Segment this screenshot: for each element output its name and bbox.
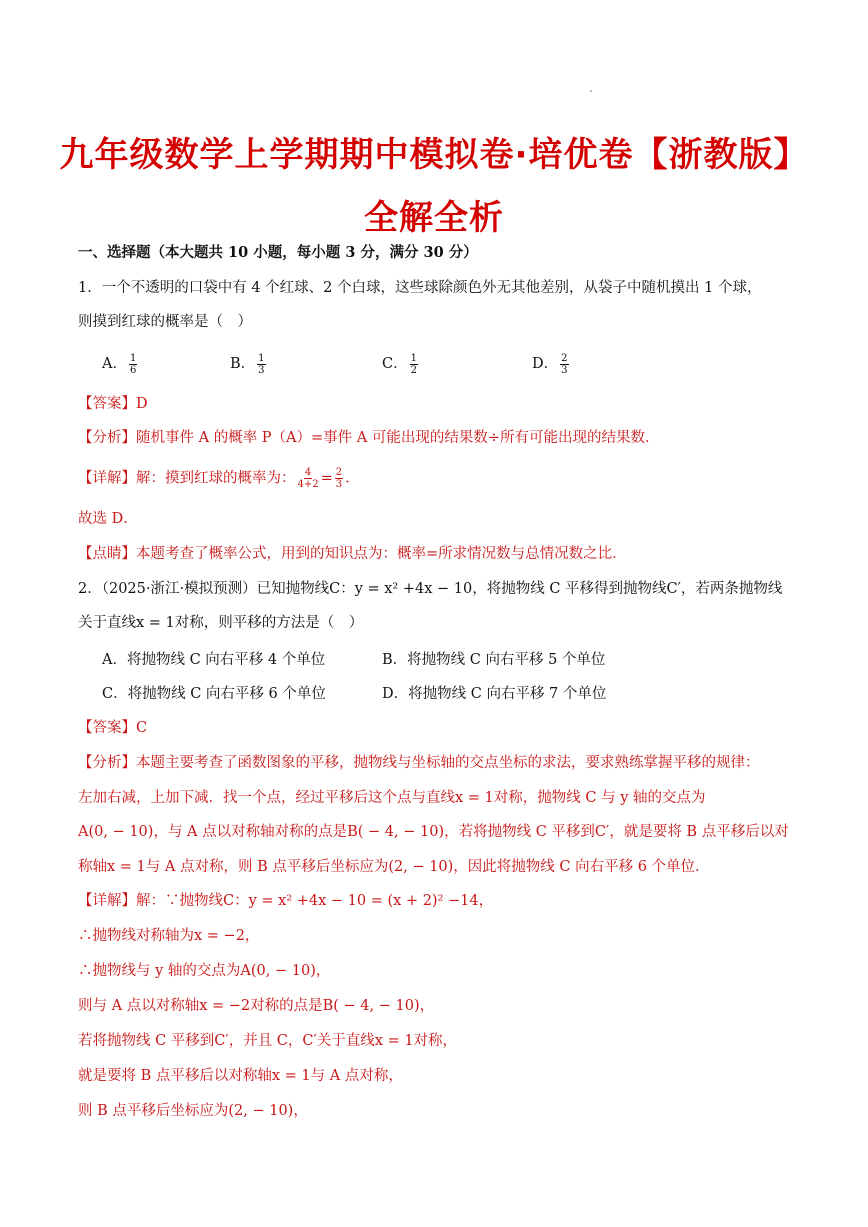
q1-option-b-label: B． [230, 356, 256, 372]
q1-option-d [532, 352, 571, 376]
q1-detail-frac2-den: 3 [335, 479, 343, 490]
q1-choose: 故选 D． [78, 511, 138, 527]
q1-detail-fraction-2 [335, 467, 343, 490]
q2-option-a: A．将抛物线 C 向右平移 4 个单位 [102, 652, 326, 668]
q1-option-b-den: 3 [258, 364, 265, 376]
document-subtitle: 全解全析 [364, 198, 504, 238]
q1-option-a-den: 6 [129, 364, 137, 376]
q2-analysis-line2: 左加右减，上加下减．找一个点，经过平移后这个点与直线x = 1对称，抛物线 C 与 y 轴的交点为 [78, 790, 706, 806]
q1-option-b-fraction [257, 353, 265, 376]
q1-option-b [230, 352, 268, 376]
q2-analysis-line3: A(0, − 10)，与 A 点以对称轴对称的点是B( − 4, − 10)，若将抛物线 C 平移到C′，就是要将 B 点平移后以对 [78, 824, 789, 840]
q2-detail-line5: 若将抛物线 C 平移到C′，并且 C，C′关于直线x = 1对称， [78, 1033, 458, 1049]
q2-detail-line7: 则 B 点平移后坐标应为(2, − 10)， [78, 1103, 308, 1119]
q2-stem-line2: 关于直线x = 1对称，则平移的方法是（ ） [78, 615, 364, 631]
q1-detail-equals: = [320, 470, 333, 487]
q2-analysis-line4: 称轴x = 1与 A 点对称，则 B 点平移后坐标应为(2, − 10)，因此将抛物线 C 向右平移 6 个单位． [78, 859, 710, 875]
q1-option-c-label: C． [382, 356, 408, 372]
q1-stem-line1: 1．一个不透明的口袋中有 4 个红球、2 个白球，这些球除颜色外无其他差别，从袋子中随机摸出 1 个球， [78, 280, 762, 296]
scan-speck [590, 90, 592, 92]
q1-detail-fraction-1 [298, 467, 319, 490]
q1-detail-frac1-num: 4 [304, 467, 312, 478]
q2-analysis-line1: 【分析】本题主要考查了函数图象的平移，抛物线与坐标轴的交点坐标的求法，要求熟练掌握平移的规律： [78, 755, 760, 771]
q1-option-d-num: 2 [561, 352, 568, 364]
q2-detail-line2: ∴抛物线对称轴为x = −2， [78, 928, 260, 944]
q2-option-b: B．将抛物线 C 向右平移 5 个单位 [382, 652, 606, 668]
q2-detail-line1: 【详解】解：∵抛物线C：y = x² +4x − 10 = (x + 2)² −14， [78, 893, 494, 909]
q1-stem-line2: 则摸到红球的概率是（ ） [78, 314, 252, 330]
section-header: 一、选择题（本大题共 10 小题，每小题 3 分，满分 30 分） [78, 244, 478, 261]
q2-detail-line4: 则与 A 点以对称轴x = −2对称的点是B( − 4, − 10)， [78, 998, 435, 1014]
q2-option-d: D．将抛物线 C 向右平移 7 个单位 [382, 686, 607, 702]
q1-detail-end: ． [345, 470, 360, 487]
q1-option-c-den: 2 [410, 364, 417, 376]
q1-option-a-fraction [129, 353, 137, 376]
q1-option-c [382, 352, 420, 376]
q1-detail-frac1-den: 4+2 [297, 479, 319, 490]
q1-option-c-num: 1 [410, 352, 417, 364]
q1-option-d-den: 3 [561, 364, 568, 376]
q1-option-a [102, 352, 139, 376]
q1-option-d-label: D． [532, 356, 559, 372]
q2-option-c: C．将抛物线 C 向右平移 6 个单位 [102, 686, 326, 702]
q2-answer: 【答案】C [78, 720, 148, 736]
q1-detail-prefix: 【详解】解：摸到红球的概率为： [78, 470, 296, 487]
q1-option-c-fraction [410, 353, 418, 376]
q1-comment: 【点睛】本题考查了概率公式，用到的知识点为：概率=所求情况数与总情况数之比． [78, 546, 627, 562]
q1-option-d-fraction [560, 353, 568, 376]
q1-option-a-label: A． [102, 356, 127, 372]
q1-answer: 【答案】D [78, 396, 148, 412]
q1-option-b-num: 1 [258, 352, 265, 364]
q2-detail-line3: ∴抛物线与 y 轴的交点为A(0, − 10)， [78, 963, 331, 979]
q2-stem-line1: 2．（2025·浙江·模拟预测）已知抛物线C：y = x² +4x − 10，将抛物线 C 平移得到抛物线C′，若两条抛物线 [78, 581, 783, 597]
document-title: 九年级数学上学期期中模拟卷·培优卷【浙教版】 [59, 135, 809, 175]
q1-analysis: 【分析】随机事件 A 的概率 P（A）=事件 A 可能出现的结果数÷所有可能出现的结果数． [78, 430, 660, 446]
q2-detail-line6: 就是要将 B 点平移后以对称轴x = 1与 A 点对称， [78, 1068, 403, 1084]
q1-option-a-num: 1 [129, 352, 137, 364]
q1-detail [78, 467, 360, 490]
q1-detail-frac2-num: 2 [335, 467, 343, 478]
